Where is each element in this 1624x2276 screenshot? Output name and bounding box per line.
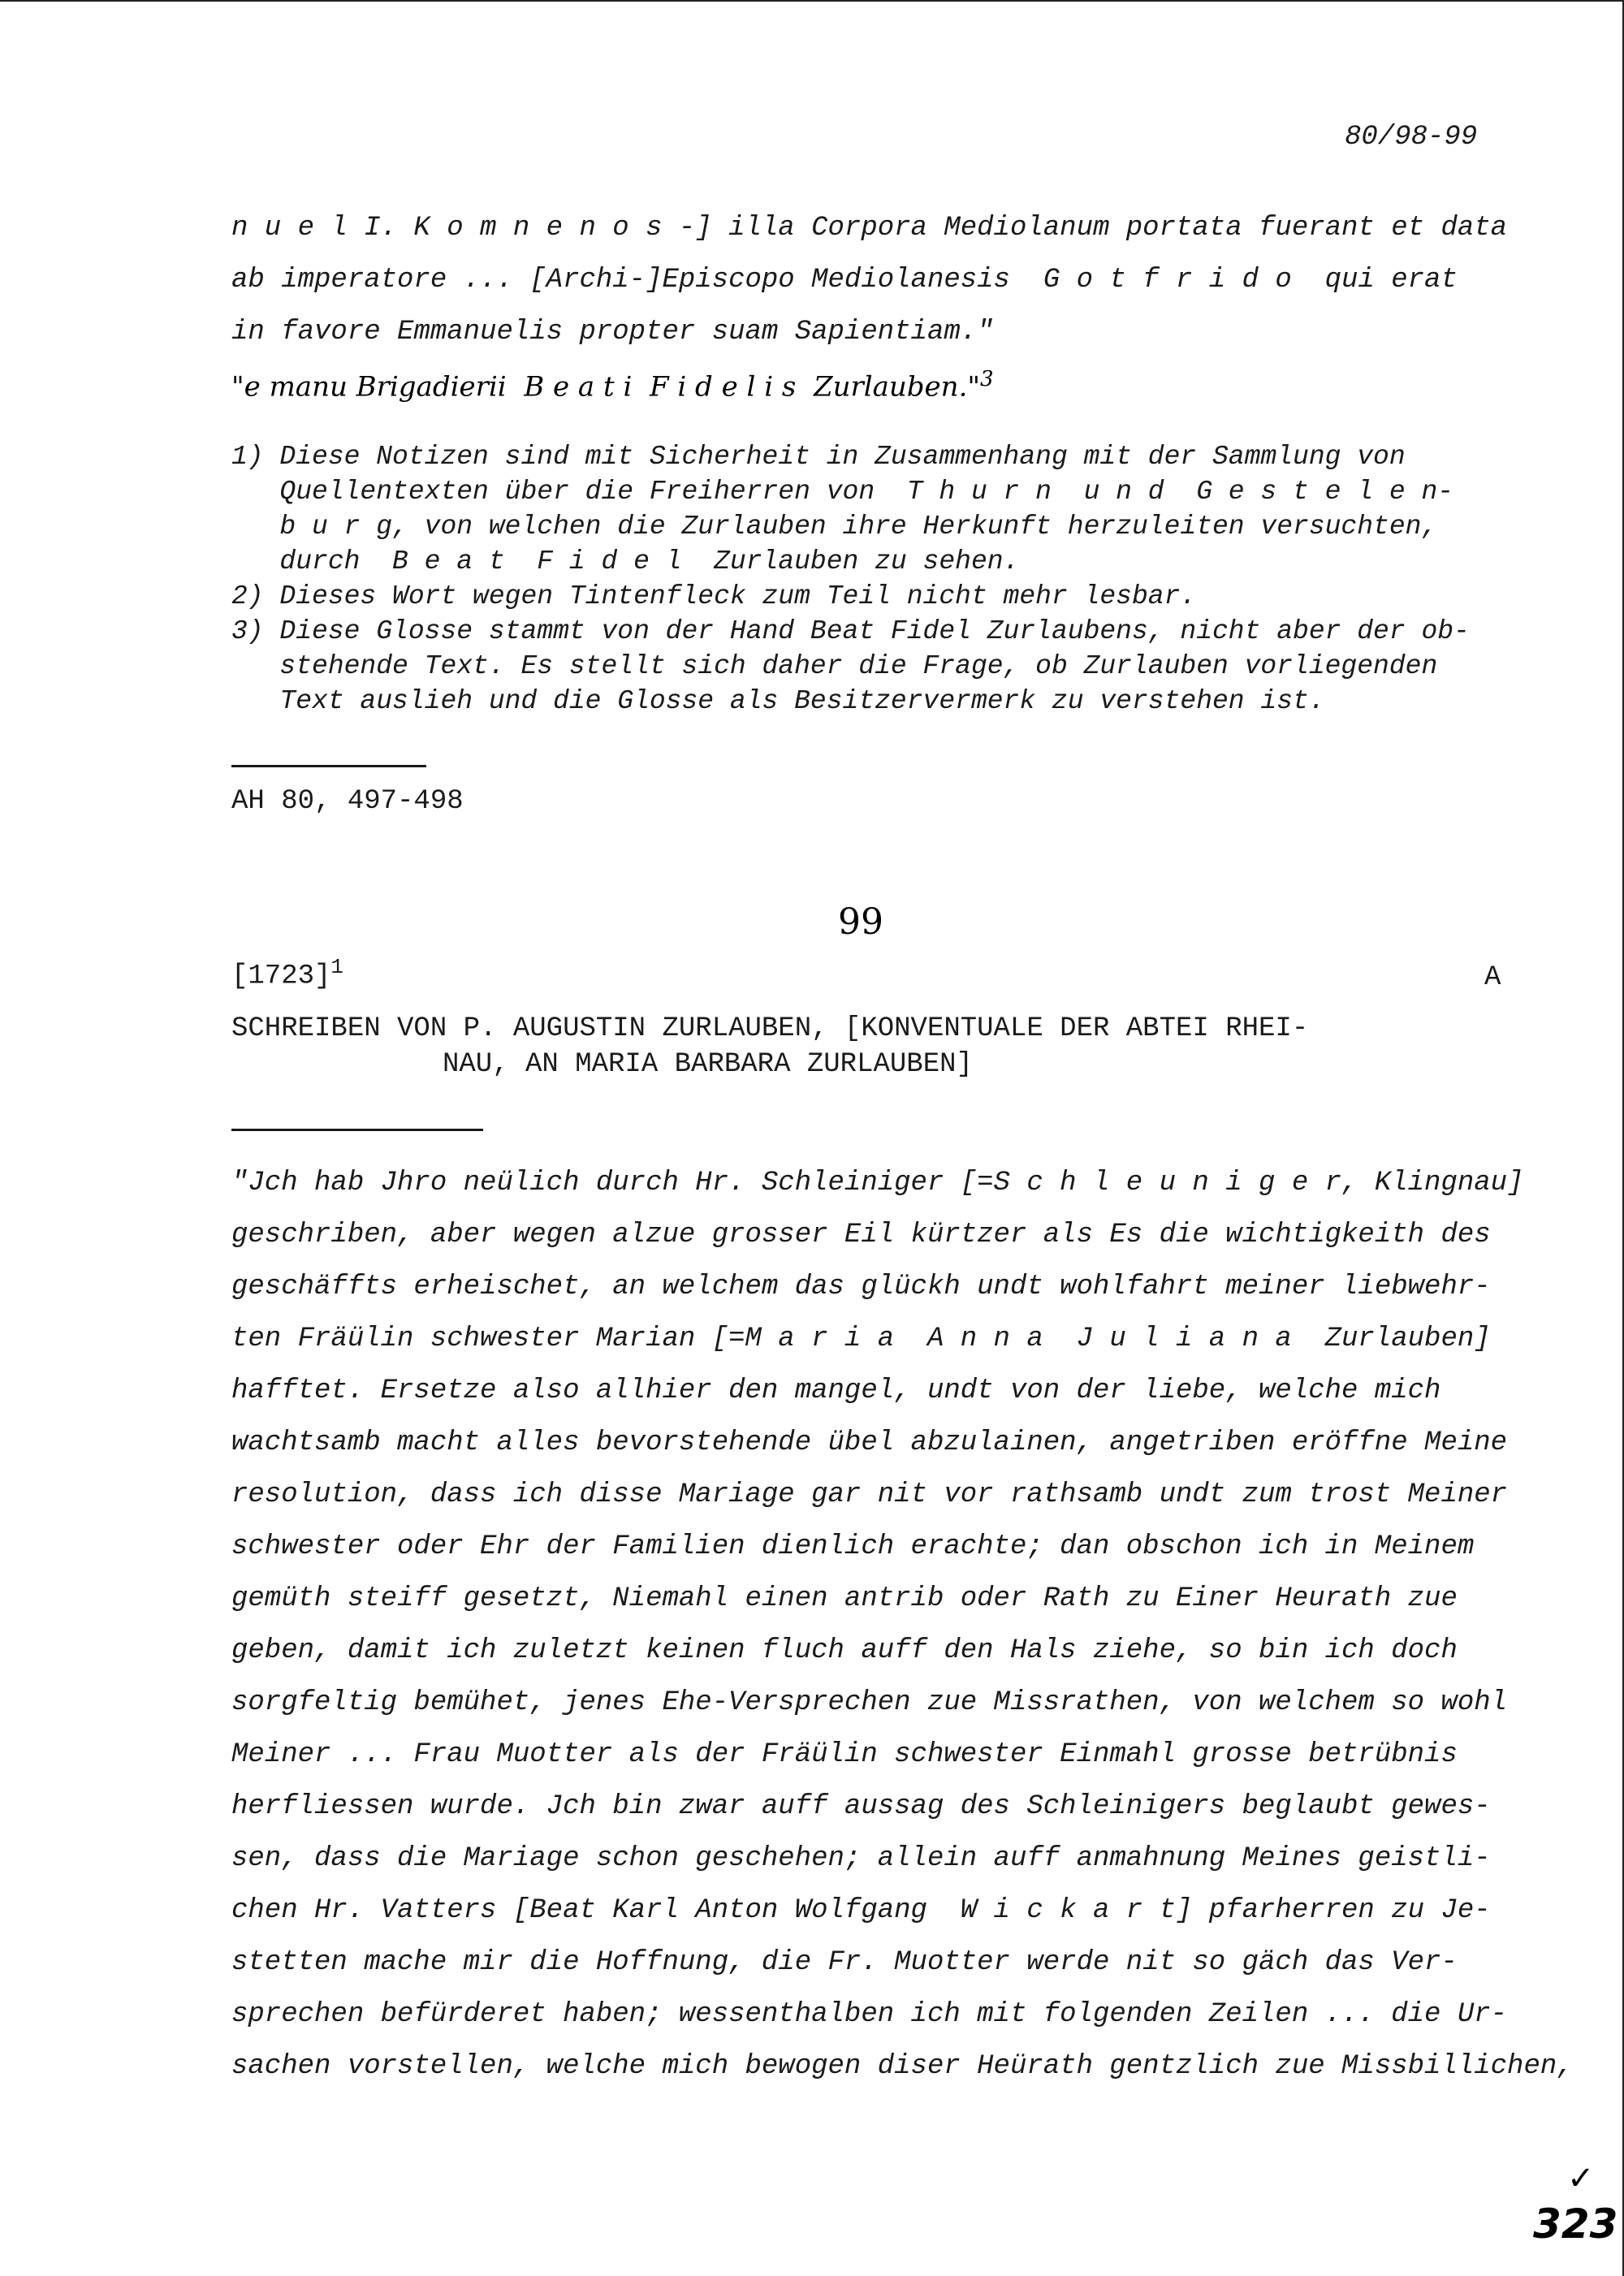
gloss-footnote-mark: 3 — [980, 367, 994, 391]
continuation-line-2: ab imperatore ... [Archi-]Episcopo Mediolanesis G o t f r i d o qui erat — [231, 265, 1458, 296]
handwritten-page-number: 323 — [1533, 2200, 1618, 2248]
body-line: ten Fräülin schwester Marian [=M a r i a A n n a J u l i a n a Zurlauben] — [231, 1324, 1491, 1354]
page-border-top — [0, 0, 1624, 2]
document-date — [231, 955, 343, 991]
body-line: sen, dass die Mariage schon geschehen; allein auff anmahnung Meines geistli- — [231, 1843, 1491, 1874]
check-mark: ✓ — [1567, 2160, 1595, 2197]
footnote-1-line-2: Quellentexten über die Freiherren von T h u r n u n d G e s t e l e n- — [231, 477, 1454, 507]
footnote-3-line-3: Text auslieh und die Glosse als Besitzervermerk zu verstehen ist. — [231, 686, 1325, 716]
document-letter: A — [1484, 962, 1501, 993]
body-line: geschäffts erheischet, an welchem das glückh undt wohlfahrt meiner liebwehr- — [231, 1272, 1491, 1302]
date-text: [1723] — [231, 961, 331, 992]
date-footnote-mark: 1 — [330, 955, 344, 979]
body-line: geben, damit ich zuletzt keinen fluch auff den Hals ziehe, so bin ich doch — [231, 1635, 1458, 1666]
footnote-3-line-1: 3) Diese Glosse stammt von der Hand Beat Fidel Zurlaubens, nicht aber der ob- — [231, 616, 1470, 646]
body-line: "Jch hab Jhro neülich durch Hr. Schleiniger [=S c h l e u n i g e r, Klingnau] — [231, 1168, 1524, 1198]
body-line: geschriben, aber wegen alzue grosser Eil kürtzer als Es die wichtigkeith des — [231, 1220, 1491, 1250]
body-line: schwester oder Ehr der Familien dienlich erachte; dan obschon ich in Meinem — [231, 1531, 1475, 1562]
body-line: sorgfeltig bemühet, jenes Ehe-Versprechen zue Missrathen, von welchem so wohl — [231, 1687, 1508, 1718]
separator-rule-2 — [231, 1129, 483, 1131]
footnote-2-line-1: 2) Dieses Wort wegen Tintenfleck zum Teil nicht mehr lesbar. — [231, 581, 1197, 611]
body-line: chen Hr. Vatters [Beat Karl Anton Wolfgang W i c k a r t] pfarherren zu Je- — [231, 1895, 1491, 1926]
continuation-line-3: in favore Emmanuelis propter suam Sapientiam." — [231, 317, 994, 348]
body-line: gemüth steiff gesetzt, Niemahl einen antrib oder Rath zu Einer Heurath zue — [231, 1583, 1458, 1614]
source-reference: AH 80, 497-498 — [231, 786, 464, 817]
body-line: hafftet. Ersetze also allhier den mangel, undt von der liebe, welche mich — [231, 1376, 1441, 1406]
separator-rule-1 — [231, 765, 426, 767]
body-line: stetten mache mir die Hoffnung, die Fr. Muotter werde nit so gäch das Ver- — [231, 1947, 1458, 1978]
document-number: 99 — [838, 901, 883, 943]
handwritten-gloss — [231, 367, 994, 403]
continuation-line-1: n u e l I. K o m n e n o s -] illa Corpora Mediolanum portata fuerant et data — [231, 213, 1508, 244]
body-line: wachtsamb macht alles bevorstehende übel abzulainen, angetriben eröffne Meine — [231, 1427, 1508, 1458]
document-title-line-1: SCHREIBEN VON P. AUGUSTIN ZURLAUBEN, [KONVENTUALE DER ABTEI RHEI- — [231, 1013, 1309, 1044]
body-line: resolution, dass ich disse Mariage gar nit vor rathsamb undt zum trost Meiner — [231, 1479, 1508, 1510]
footnote-1-line-3: b u r g, von welchen die Zurlauben ihre Herkunft herzuleiten versuchten, — [231, 512, 1438, 542]
footnote-3-line-2: stehende Text. Es stellt sich daher die Frage, ob Zurlauben vorliegenden — [231, 651, 1438, 681]
footnote-1-line-1: 1) Diese Notizen sind mit Sicherheit in Zusammenhang mit der Sammlung von — [231, 442, 1406, 472]
document-title-line-2: NAU, AN MARIA BARBARA ZURLAUBEN] — [443, 1049, 973, 1080]
body-line: herfliessen wurde. Jch bin zwar auff aussag des Schleinigers beglaubt gewes- — [231, 1791, 1491, 1822]
body-line: sachen vorstellen, welche mich bewogen diser Heürath gentzlich zue Missbillichen, — [231, 2051, 1574, 2082]
body-line: Meiner ... Frau Muotter als der Fräülin schwester Einmahl grosse betrübnis — [231, 1739, 1458, 1770]
page-reference: 80/98-99 — [1345, 122, 1478, 153]
gloss-text: "e manu Brigadierii B e a t i F i d e l i s Zurlauben." — [231, 370, 981, 404]
footnote-1-line-4: durch B e a t F i d e l Zurlauben zu sehen. — [231, 546, 1020, 577]
body-line: sprechen befürderet haben; wessenthalben ich mit folgenden Zeilen ... die Ur- — [231, 1999, 1508, 2030]
